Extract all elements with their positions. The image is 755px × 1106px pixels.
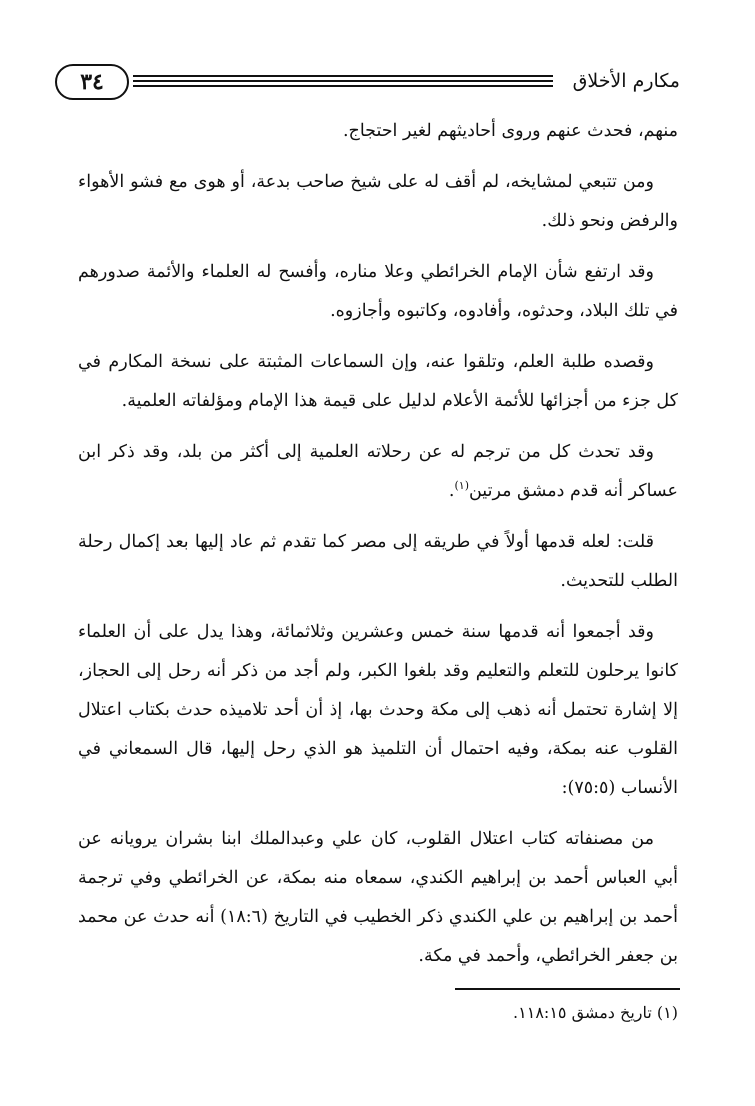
page-number: ٣٤ bbox=[55, 64, 129, 100]
paragraph-3: وقد ارتفع شأن الإمام الخرائطي وعلا مناره، وأفسح له العلماء والأئمة صدورهم في تلك البلاد، وحدثوه، وأفادوه، وكاتبوه وأجازوه. bbox=[78, 262, 678, 321]
footnote-reference: (١) bbox=[454, 479, 469, 493]
footnote-divider bbox=[455, 988, 680, 990]
header-rule-line-1 bbox=[133, 75, 553, 77]
paragraph-6: قلت: لعله قدمها أولاً في طريقه إلى مصر كما تقدم ثم عاد إليها بعد إكمال رحلة الطلب للتحديث. bbox=[78, 532, 678, 591]
paragraph-7: وقد أجمعوا أنه قدمها سنة خمس وعشرين وثلاثمائة، وهذا يدل على أن العلماء كانوا يرحلون للتعلم والتعليم وقد بلغوا الكبر، ولم أجد من ذكر أنه رحل إلى الحجاز، إلا إشارة تحتمل أنه ذهب إلى مكة وحدث بها، إذ أن أحد تلاميذه حدث بكتاب اعتلال القلوب عنه بمكة، وفيه احتمال أن التلميذ هو الذي رحل إليها، قال السمعاني في الأنساب (٧٥:٥): bbox=[78, 622, 678, 798]
paragraph-5-text: وقد تحدث كل من ترجم له عن رحلاته العلمية إلى أكثر من بلد، وقد ذكر ابن عساكر أنه قدم دمشق مرتين bbox=[78, 442, 678, 501]
header-rule-line-2 bbox=[133, 80, 553, 82]
paragraph-8: من مصنفاته كتاب اعتلال القلوب، كان علي وعبدالملك ابنا بشران يرويانه عن أبي العباس أحمد بن إبراهيم الكندي، سمعاه منه بمكة، عن الخرائطي وفي ترجمة أحمد بن إبراهيم بن علي الكندي ذكر الخطيب في التاريخ (١٨:٦) أنه حدث عن محمد بن جعفر الخرائطي، وأحمد في مكة. bbox=[78, 829, 678, 966]
main-text bbox=[78, 112, 678, 988]
paragraph-5 bbox=[78, 433, 678, 511]
footnote: (١) تاريخ دمشق ١١٨:١٥. bbox=[513, 1003, 678, 1022]
paragraph-4: وقصده طلبة العلم، وتلقوا عنه، وإن السماعات المثبتة على نسخة المكارم في كل جزء من أجزائها للأئمة الأعلام لدليل على قيمة هذا الإمام ومؤلفاته العلمية. bbox=[78, 352, 678, 411]
running-title: مكارم الأخلاق bbox=[572, 70, 680, 92]
paragraph-1: منهم، فحدث عنهم وروى أحاديثهم لغير احتجاج. bbox=[342, 121, 678, 141]
header-rule bbox=[133, 75, 553, 89]
header-rule-line-3 bbox=[133, 85, 553, 87]
paragraph-2: ومن تتبعي لمشايخه، لم أقف له على شيخ صاحب بدعة، أو هوى مع فشو الأهواء والرفض ونحو ذلك. bbox=[78, 172, 678, 231]
paragraph-5-end: . bbox=[448, 481, 455, 501]
page-header bbox=[55, 62, 680, 106]
